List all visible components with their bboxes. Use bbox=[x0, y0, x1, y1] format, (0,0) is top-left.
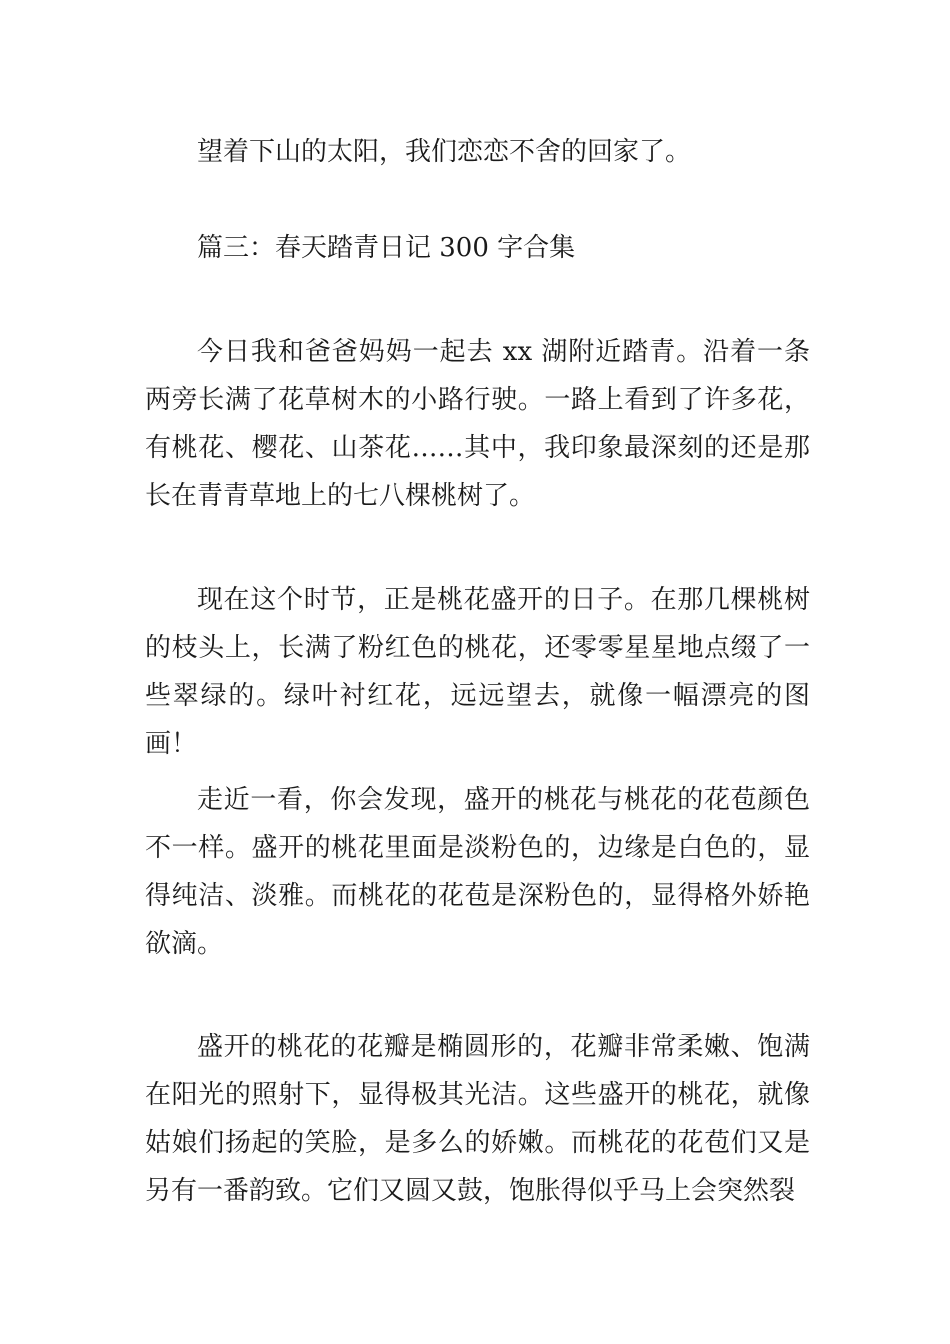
paragraph-intro: 今日我和爸爸妈妈一起去 xx 湖附近踏青。沿着一条两旁长满了花草树木的小路行驶。一路上看到了许多花，有桃花、樱花、山茶花……其中，我印象最深刻的还是那长在青青草地上的七八棵桃树了。 bbox=[145, 337, 810, 511]
paragraph-close-look: 走近一看，你会发现，盛开的桃花与桃花的花苞颜色不一样。盛开的桃花里面是淡粉色的，边缘是白色的，显得纯洁、淡雅。而桃花的花苞是深粉色的，显得格外娇艳欲滴。 bbox=[145, 785, 810, 959]
paragraph-closing: 望着下山的太阳，我们恋恋不舍的回家了。 bbox=[197, 137, 692, 167]
section-heading: 篇三：春天踏青日记 300 字合集 bbox=[197, 233, 576, 263]
paragraph-petals: 盛开的桃花的花瓣是椭圆形的，花瓣非常柔嫩、饱满在阳光的照射下，显得极其光洁。这些盛开的桃花，就像姑娘们扬起的笑脸，是多么的娇嫩。而桃花的花苞们又是另有一番韵致。它们又圆又鼓，饱胀得似乎马上会突然裂 bbox=[145, 1032, 810, 1206]
paragraph-blossom-season: 现在这个时节，正是桃花盛开的日子。在那几棵桃树的枝头上，长满了粉红色的桃花，还零零星星地点缀了一些翠绿的。绿叶衬红花，远远望去，就像一幅漂亮的图画！ bbox=[145, 585, 810, 759]
